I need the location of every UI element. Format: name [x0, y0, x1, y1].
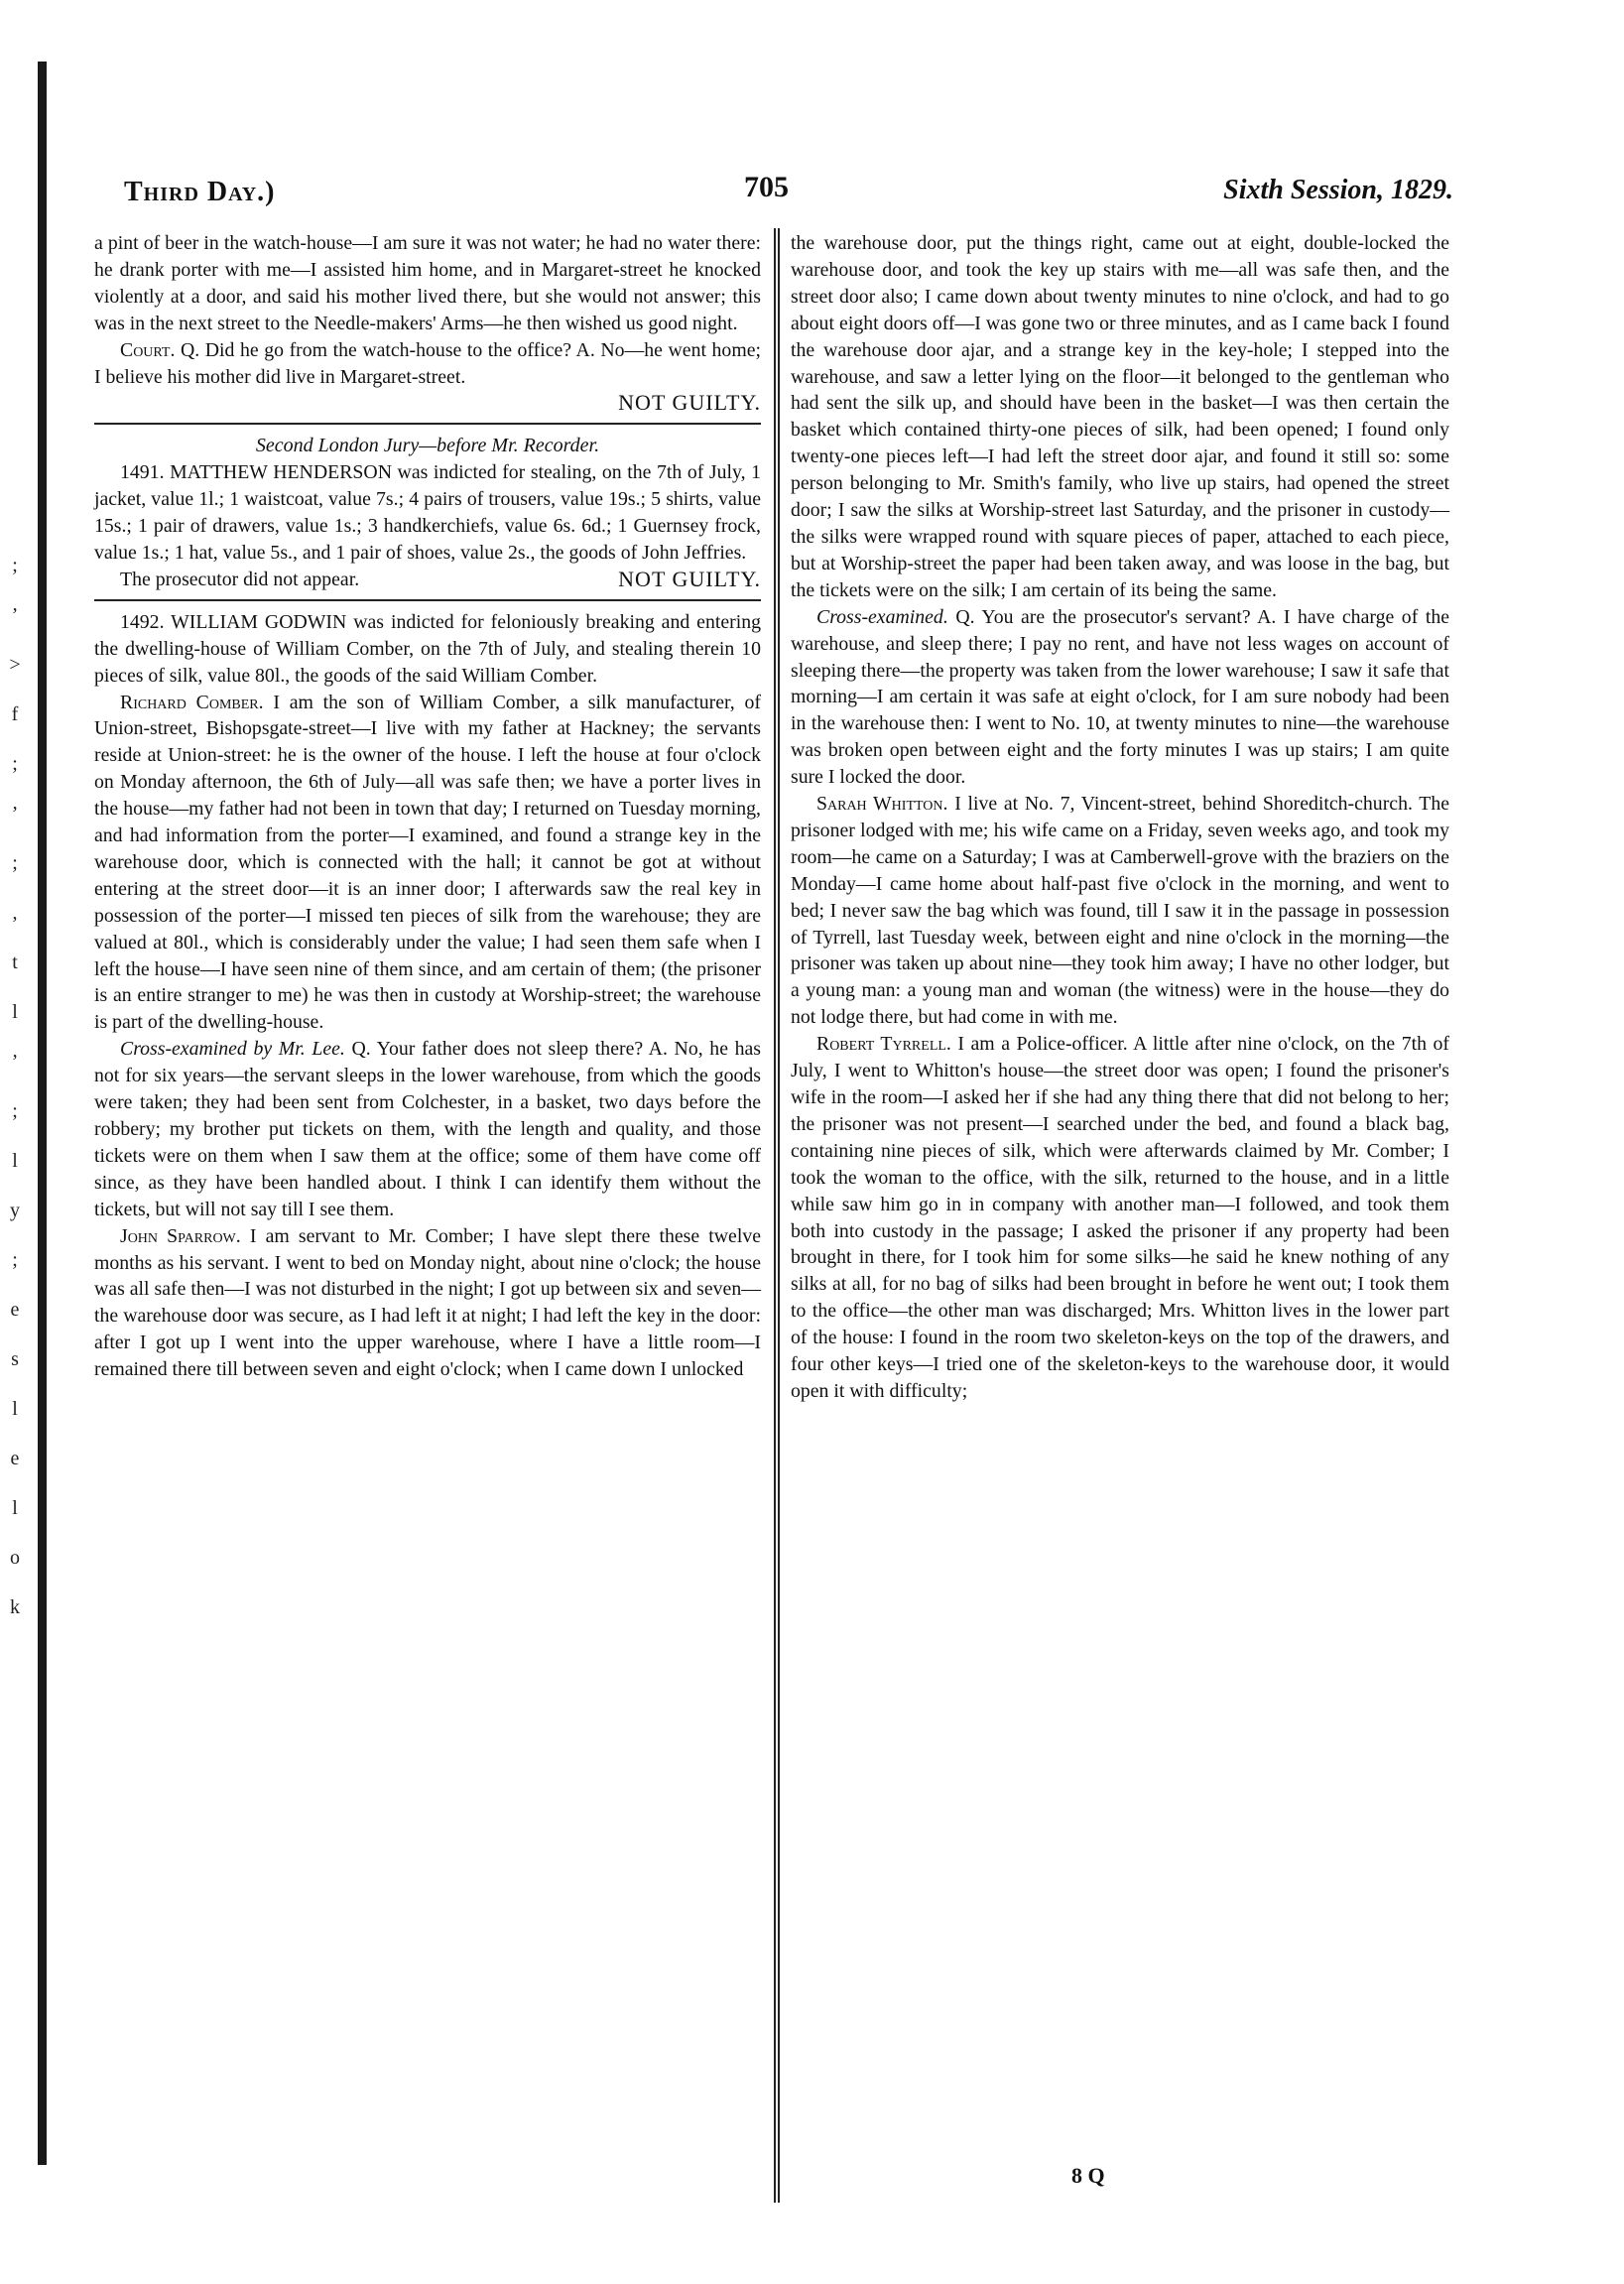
margin-mark: f	[11, 703, 19, 725]
paragraph: the warehouse door, put the things right, came out at eight, double-locked the warehouse door, and took the key up stairs with me—all was safe then, and the street door also; I came down about twenty minutes to nine o'clock, and had to go about eight doors off—I was gone two or three minutes, and as I came back I found the warehouse door ajar, and a strange key in the key-hole; I stepped into the warehouse, and saw a letter lying on the floor—it belonged to the gentleman who had sent the silk up, and should have been in the basket—I was then certain the basket which contained thirty-one pieces of silk, had been opened; I found only twenty-one pieces left—I had left the street door ajar, and found it still so: some person belonging to Mr. Smith's family, who live up stairs, had opened the street door; I saw the silks at Worship-street last Saturday, and the prisoner in custody—the silks were wrapped round with square pieces of paper, attached to each piece, but at Worship-street the paper had been taken away, and was loose in the bag, but the tickets were on the silk; I am certain of its being the same.	[791, 232, 1449, 601]
prosecutor-note: The prosecutor did not appear.	[120, 568, 360, 590]
margin-mark: y	[10, 1200, 20, 1221]
margin-mark: ’	[11, 803, 19, 825]
verdict: NOT GUILTY.	[618, 566, 761, 591]
testimony-text: I am a Police-officer. A little after nine o'clock, on the 7th of July, I went to Whitton's house—the street door was open; I found the prisoner's wife in the room—I asked her if she had any thing there that did not belong to her; the prisoner was not present—I searched under the bed, and found a black bag, containing nine pieces of silk, which were afterwards claimed by Mr. Comber; I took the woman to the office, with the silk, returned to the house, and in a little while saw him go in in company with another man—I followed, and took them both into custody in the passage; I asked the prisoner if any property had been brought in there, for I took him for some silks—he said he knew nothing of any silks at all, for no bag of silks had been brought in before he went out; I took them to the office—the other man was discharged; Mrs. Whitton lives in the lower part of the house: I found in the room two skeleton-keys on the top of the drawers, and four other keys—I tried one of the skeleton-keys to the warehouse door, it would open it with difficulty;	[791, 1033, 1449, 1402]
paragraph	[94, 690, 761, 1037]
section-rule	[94, 599, 761, 601]
paragraph	[791, 791, 1449, 1031]
right-column	[791, 230, 1449, 1405]
speaker-name: Sarah Whitton.	[816, 793, 948, 816]
verdict: NOT GUILTY.	[618, 390, 761, 416]
margin-mark: s	[11, 1348, 19, 1370]
margin-mark: o	[10, 1547, 20, 1569]
margin-mark: ;	[12, 1249, 18, 1271]
paragraph: a pint of beer in the watch-house—I am sure it was not water; he had no water there: he drank porter with me—I assisted him home, and in Margaret-street he knocked violently at a door, and said his mother lived there, but she would not answer; this was in the next street to the Needle-makers' Arms—he then wished us good night.	[94, 232, 761, 334]
cross-exam-label: Cross-examined by Mr. Lee.	[120, 1038, 345, 1061]
cross-exam-label: Cross-examined.	[816, 605, 948, 628]
speaker-name: John Sparrow.	[120, 1224, 241, 1247]
case-paragraph: 1491. MATTHEW HENDERSON was indicted for stealing, on the 7th of July, 1 jacket, value 1l.; 1 waistcoat, value 7s.; 4 pairs of trousers, value 19s.; 5 shirts, value 15s.; 1 pair of drawers, value 1s.; 3 handkerchiefs, value 6s. 6d.; 1 Guernsey frock, value 1s.; 1 hat, value 5s., and 1 pair of shoes, value 2s., the goods of John Jeffries.	[94, 461, 761, 564]
case-paragraph: 1492. WILLIAM GODWIN was indicted for feloniously breaking and entering the dwelling-house of William Comber, on the 7th of July, and stealing therein 10 pieces of silk, value 80l., the goods of the said William Comber.	[94, 610, 761, 687]
paragraph	[791, 604, 1449, 791]
testimony-text: I am servant to Mr. Comber; I have slept there these twelve months as his servant. I went to bed on Monday night, about nine o'clock; the house was all safe then—I was not disturbed in the night; I got up between six and seven—the warehouse door was secure, as I had left it at night; I had left the key in the door: after I got up I went into the upper warehouse, where I have a little room—I remained there till between seven and eight o'clock; when I came down I unlocked	[94, 1224, 761, 1381]
page-edge-bar	[38, 62, 47, 2165]
speaker-name: Court.	[120, 338, 176, 361]
speaker-name: Robert Tyrrell.	[816, 1033, 951, 1056]
margin-mark: ;	[12, 555, 18, 576]
paragraph	[94, 1036, 761, 1222]
paragraph	[94, 337, 761, 391]
margin-mark: ;	[12, 753, 18, 775]
margin-marks	[0, 556, 30, 2044]
margin-mark: l	[12, 1497, 18, 1519]
page-number: 705	[744, 171, 789, 203]
speaker-name: Richard Comber.	[120, 691, 264, 713]
margin-mark: e	[10, 1299, 20, 1321]
margin-mark: e	[10, 1448, 20, 1469]
margin-mark: >	[9, 654, 21, 676]
margin-mark: t	[12, 952, 18, 973]
page-header	[124, 171, 1453, 210]
margin-mark: l	[12, 1150, 18, 1172]
testimony-text: Q. You are the prosecutor's servant? A. I have charge of the warehouse, and sleep there; I pay no rent, and have not less wages on account of sleeping there—the property was taken from the lower warehouse; I saw it safe that morning—I am certain it was safe at eight o'clock, for I am sure nobody had been in the warehouse then: I went to No. 10, at twenty minutes to nine—the warehouse was broken open between eight and the forty minutes I was up stairs; I am quite sure I locked the door.	[791, 605, 1450, 789]
margin-mark: ’	[11, 604, 19, 626]
left-column	[94, 230, 761, 1383]
section-rule	[94, 423, 761, 425]
margin-mark: ,	[12, 902, 18, 924]
running-head-left: Third Day.)	[124, 177, 276, 207]
margin-mark: l	[12, 1398, 18, 1420]
running-head-right: Sixth Session, 1829.	[1223, 175, 1453, 205]
testimony-text: I am the son of William Comber, a silk manufacturer, of Union-street, Bishopsgate-street—I live with my father at Hackney; the servants reside at Union-street: he is the owner of the house. I left the house at four o'clock on Monday afternoon, the 6th of July—all was safe then; we have a porter lives in the house—my father had not been in town that day; I returned on Tuesday morning, and had information from the porter—I examined, and found a strange key in the warehouse door, which is connected with the hall; it cannot be got at without entering at the street door—it is an inner door; I afterwards saw the real key in possession of the porter—I missed ten pieces of silk from the warehouse; they are valued at 80l., which is considerably under the value; I had seen them safe when I left the house—I have seen nine of them since, and am certain of them; (the prisoner is an entire stranger to me) he was then in custody at Worship-street; the warehouse is part of the dwelling-house.	[94, 691, 762, 1034]
jury-heading: Second London Jury—before Mr. Recorder.	[255, 435, 600, 457]
column-divider	[774, 228, 776, 2203]
margin-mark: ;	[12, 852, 18, 874]
signature-mark: 8 Q	[1071, 2163, 1105, 2188]
paragraph	[94, 1223, 761, 1383]
margin-mark: ’	[11, 1051, 19, 1073]
margin-mark: k	[10, 1596, 20, 1618]
margin-mark: l	[12, 1001, 18, 1023]
testimony-text: Q. Did he go from the watch-house to the office? A. No—he went home; I believe his mother did live in Margaret-street.	[94, 338, 761, 388]
testimony-text: Q. Your father does not sleep there? A. No, he has not for six years—the servant sleeps in the lower warehouse, from which the goods were taken; they had been sent from Colchester, in a basket, two days before the robbery; my brother put tickets on them, with the length and quality, and those tickets were on them when I saw them at the office; some of them have come off since, as they have been handled about. I think I can identify them without the tickets, but will not say till I see them.	[94, 1038, 761, 1220]
testimony-text: I live at No. 7, Vincent-street, behind Shoreditch-church. The prisoner lodged with me; his wife came on a Friday, seven weeks ago, and took my room—he came on a Saturday; I was at Camberwell-grove with the braziers on the Monday—I came home about half-past five o'clock in the morning, and went to bed; I never saw the bag which was found, till I saw it in the passage in possession of Tyrrell, last Tuesday week, between eight and nine o'clock in the morning—the prisoner was taken up about nine—they took him away; I have no other lodger, but a young man: a young man and woman (the witness) were in the house—they do not lodge there, but had come in with me.	[791, 793, 1450, 1029]
margin-mark: ;	[12, 1100, 18, 1122]
prosecutor-line	[94, 567, 761, 593]
paragraph	[791, 1031, 1449, 1405]
